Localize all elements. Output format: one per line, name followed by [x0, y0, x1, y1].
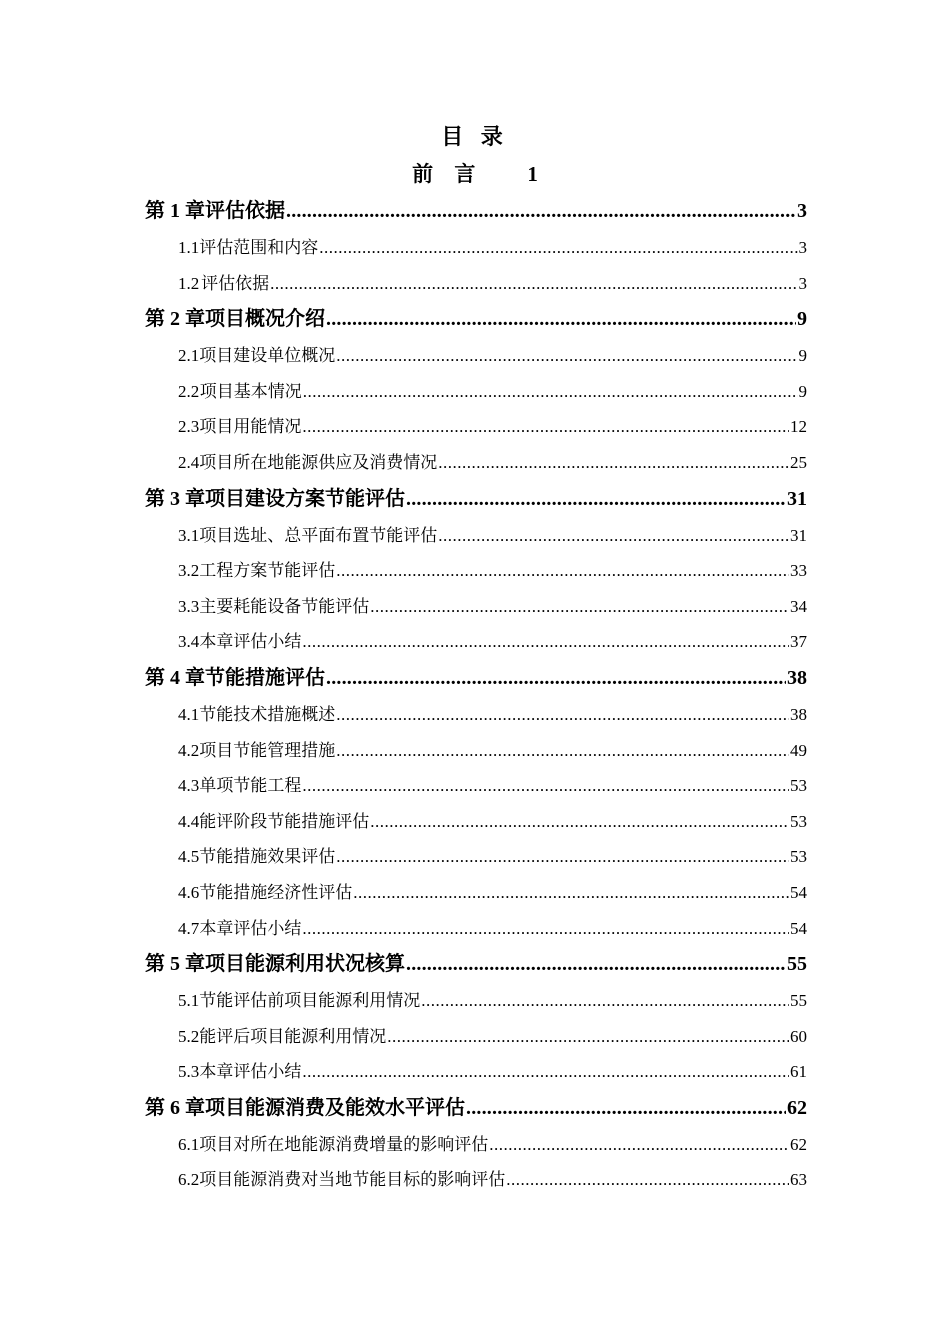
entry-number: 4.2 — [178, 740, 200, 760]
dot-leader — [387, 1019, 789, 1055]
entry-number: 3.4 — [178, 632, 200, 652]
entry-label: 评估范围和内容 — [199, 238, 319, 257]
entry-page-number: 55 — [790, 991, 807, 1011]
entry-number: 3.1 — [178, 525, 200, 545]
entry-number: 4.4 — [178, 811, 200, 831]
toc-section-entry[interactable] — [145, 445, 807, 481]
entry-page-number: 3 — [798, 238, 807, 257]
toc-section-entry[interactable] — [145, 1127, 807, 1163]
dot-leader — [326, 301, 796, 338]
entry-label: 项目基本情况 — [199, 381, 302, 401]
entry-page-number: 63 — [790, 1170, 807, 1190]
toc-section-entry[interactable] — [145, 733, 807, 769]
entry-page-number: 37 — [790, 632, 807, 652]
dot-leader — [336, 553, 789, 589]
entry-label: 节能技术措施概述 — [199, 704, 336, 724]
entry-page-number: 53 — [790, 811, 807, 831]
entry-page-number: 3 — [798, 273, 807, 293]
dot-leader — [406, 481, 786, 518]
entry-number: 第 4 章 — [145, 666, 205, 689]
entry-number: 5.2 — [178, 1026, 200, 1046]
toc-section-entry[interactable] — [145, 553, 807, 589]
entry-page-number: 9 — [798, 346, 807, 366]
entry-number: 4.7 — [178, 918, 200, 938]
toc-section-entry[interactable] — [145, 518, 807, 554]
entry-page-number: 61 — [790, 1062, 807, 1082]
toc-chapter-entry[interactable] — [145, 301, 807, 338]
entry-page-number: 60 — [790, 1026, 807, 1046]
entry-label: 项目能源消费及能效水平评估 — [205, 1096, 465, 1119]
entry-label: 项目能源利用状况核算 — [205, 953, 405, 976]
entry-label: 节能评估前项目能源利用情况 — [199, 991, 421, 1011]
entry-page-number: 3 — [797, 200, 807, 222]
entry-page-number: 62 — [790, 1134, 807, 1154]
toc-section-entry[interactable] — [145, 911, 807, 947]
dot-leader — [353, 875, 789, 911]
entry-number: 6.1 — [178, 1134, 200, 1154]
entry-number: 2.3 — [178, 417, 200, 437]
entry-label: 节能措施效果评估 — [199, 847, 336, 867]
entry-number: 1.2 — [178, 273, 200, 293]
entry-number: 2.4 — [178, 452, 200, 472]
toc-section-entry[interactable] — [145, 804, 807, 840]
entry-label: 项目能源消费对当地节能目标的影响评估 — [199, 1170, 506, 1190]
entry-page-number: 9 — [797, 308, 807, 331]
toc-chapter-entry[interactable] — [145, 660, 807, 697]
entry-number: 4.5 — [178, 847, 200, 867]
dot-leader — [303, 374, 798, 410]
toc-chapter-entry[interactable] — [145, 946, 807, 983]
entry-label: 本章评估小结 — [199, 632, 302, 652]
dot-leader — [438, 445, 789, 481]
entry-number: 4.1 — [178, 704, 200, 724]
dot-leader — [302, 1054, 789, 1090]
dot-leader — [336, 338, 797, 374]
dot-leader — [302, 911, 789, 947]
entry-label: 项目用能情况 — [199, 417, 302, 437]
toc-section-entry[interactable] — [145, 1019, 807, 1055]
entry-number: 1.1 — [178, 238, 200, 257]
entry-label: 项目建设单位概况 — [199, 346, 336, 366]
entry-number: 2.2 — [178, 381, 200, 401]
entry-label: 项目概况介绍 — [205, 308, 325, 331]
entry-number: 4.6 — [178, 882, 200, 902]
toc-section-entry[interactable] — [145, 983, 807, 1019]
dot-leader — [286, 193, 796, 230]
entry-number: 3.3 — [178, 596, 200, 616]
entry-number: 5.3 — [178, 1062, 200, 1082]
entry-label: 项目建设方案节能评估 — [205, 487, 405, 510]
toc-chapter-entry[interactable] — [145, 481, 807, 518]
toc-section-entry[interactable] — [145, 409, 807, 445]
entry-page-number: 31 — [787, 487, 807, 510]
entry-number: 第 2 章 — [145, 308, 205, 331]
entry-label: 评估依据 — [201, 273, 270, 293]
toc-title: 目 录 — [441, 124, 509, 149]
dot-leader — [421, 983, 789, 1019]
entry-label: 能评阶段节能措施评估 — [199, 811, 370, 831]
entry-number: 第 3 章 — [145, 487, 205, 510]
entry-page-number: 38 — [787, 666, 807, 689]
entry-page-number: 53 — [790, 776, 807, 796]
toc-list — [145, 193, 807, 1198]
dot-leader — [302, 409, 789, 445]
entry-page-number: 55 — [787, 953, 807, 976]
dot-leader — [336, 697, 789, 733]
entry-page-number: 31 — [790, 525, 807, 545]
entry-label: 工程方案节能评估 — [199, 561, 336, 581]
toc-section-entry[interactable] — [145, 839, 807, 875]
dot-leader — [406, 946, 786, 983]
entry-page-number: 34 — [790, 596, 807, 616]
entry-page-number: 12 — [790, 417, 807, 437]
entry-number: 5.1 — [178, 991, 200, 1011]
entry-page-number: 38 — [790, 704, 807, 724]
entry-number: 第 6 章 — [145, 1096, 205, 1119]
dot-leader — [370, 804, 789, 840]
entry-label: 项目所在地能源供应及消费情况 — [199, 452, 438, 472]
dot-leader — [506, 1162, 789, 1198]
entry-label: 节能措施评估 — [205, 666, 325, 689]
dot-leader — [326, 660, 786, 697]
dot-leader — [302, 768, 789, 804]
toc-section-entry[interactable] — [145, 768, 807, 804]
entry-number: 4.3 — [178, 776, 200, 796]
entry-page-number: 62 — [787, 1096, 807, 1119]
entry-label: 项目节能管理措施 — [199, 740, 336, 760]
toc-section-entry[interactable] — [145, 697, 807, 733]
entry-number: 第 1 章 — [145, 200, 205, 222]
preface-page: 1 — [527, 162, 538, 186]
dot-leader — [336, 733, 789, 769]
toc-section-entry[interactable] — [145, 374, 807, 410]
toc-section-entry[interactable] — [145, 589, 807, 625]
toc-section-entry[interactable] — [145, 875, 807, 911]
toc-section-entry[interactable] — [145, 624, 807, 660]
entry-page-number: 53 — [790, 847, 807, 867]
entry-label: 主要耗能设备节能评估 — [199, 596, 370, 616]
entry-number: 2.1 — [178, 346, 200, 366]
preface-entry[interactable] — [0, 158, 950, 188]
preface-label: 前 言 — [412, 162, 484, 186]
entry-page-number: 54 — [790, 918, 807, 938]
entry-page-number: 9 — [798, 381, 807, 401]
toc-section-entry[interactable] — [145, 1054, 807, 1090]
entry-page-number: 25 — [790, 452, 807, 472]
dot-leader — [370, 589, 789, 625]
toc-chapter-entry[interactable] — [145, 1090, 807, 1127]
entry-label: 项目对所在地能源消费增量的影响评估 — [199, 1134, 489, 1154]
toc-section-entry[interactable] — [145, 1162, 807, 1198]
entry-number: 6.2 — [178, 1170, 200, 1190]
entry-number: 3.2 — [178, 561, 200, 581]
entry-page-number: 49 — [790, 740, 807, 760]
entry-label: 本章评估小结 — [199, 918, 302, 938]
entry-label: 项目选址、总平面布置节能评估 — [199, 525, 438, 545]
toc-chapter-entry[interactable] — [145, 193, 807, 230]
toc-section-entry[interactable] — [145, 230, 807, 266]
entry-label: 评估依据 — [205, 200, 285, 222]
entry-label: 能评后项目能源利用情况 — [199, 1026, 387, 1046]
toc-section-entry[interactable] — [145, 338, 807, 374]
entry-label: 本章评估小结 — [199, 1062, 302, 1082]
dot-leader — [336, 839, 789, 875]
dot-leader — [489, 1127, 789, 1163]
entry-label: 单项节能工程 — [199, 776, 302, 796]
dot-leader — [438, 518, 789, 554]
dot-leader — [302, 624, 789, 660]
entry-page-number: 54 — [790, 882, 807, 902]
dot-leader — [466, 1090, 786, 1127]
dot-leader — [270, 266, 797, 302]
dot-leader — [319, 230, 797, 266]
entry-page-number: 33 — [790, 561, 807, 581]
toc-section-entry[interactable] — [145, 266, 807, 302]
entry-number: 第 5 章 — [145, 953, 205, 976]
entry-label: 节能措施经济性评估 — [199, 882, 353, 902]
